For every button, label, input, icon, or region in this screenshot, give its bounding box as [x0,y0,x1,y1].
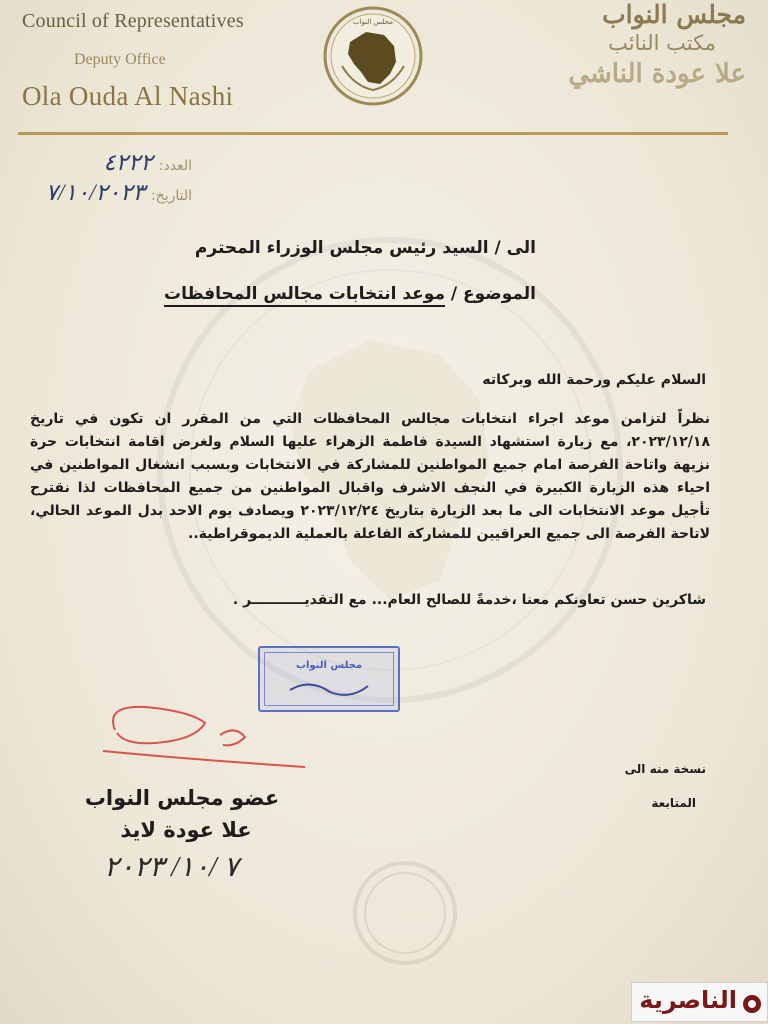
closing-line: شاكرين حسن تعاونكم معنا ،خدمةً للصالح العام... مع التقديـــــــــــر . [232,592,706,608]
date-value: ٧/١٠/٢٠٢٣ [45,180,145,205]
signatory-title: عضو مجلس النواب [84,786,280,810]
bottom-seal [350,858,460,968]
subject-label: الموضوع / [450,284,536,304]
council-name-en: Council of Representatives [22,10,244,32]
signatory-name: علا عودة لايذ [120,818,252,842]
number-label: العدد: [158,158,192,174]
handwritten-signature [95,695,310,775]
iraq-map-emblem [314,4,432,108]
stamp-text: مجلس النواب [295,660,363,671]
date-label: التاريخ: [150,188,192,204]
number-value: ٤٢٢٢ [103,150,153,175]
office-name-ar: مكتب النائب [608,31,716,55]
followup-label: المتابعة [651,796,696,810]
greeting: السلام عليكم ورحمة الله وبركاته [482,372,706,388]
cc-label: نسخة منه الى [624,762,706,776]
signature-date: ٧ /١٠/ ٢٠٢٣ [104,852,239,883]
subject-value: موعد انتخابات مجالس المحافظات [164,284,445,307]
office-name-en: Deputy Office [74,51,166,68]
header-divider [18,132,728,135]
logo-emblem-icon [741,993,763,1015]
letterhead-english [22,10,262,112]
letter-meta [46,150,192,210]
number-row [46,150,192,180]
subject-line [164,284,536,304]
letterhead-arabic [516,0,746,89]
date-row [46,180,192,210]
council-name-ar: مجلس النواب [602,0,746,29]
deputy-name-ar: علا عودة الناشي [568,59,746,89]
source-logo [631,982,768,1022]
deputy-name-en: Ola Ouda Al Nashi [22,81,234,111]
svg-text:مجلس النواب: مجلس النواب [352,18,394,26]
body-paragraph: نظراً لتزامن موعد اجراء انتخابات مجالس المحافظات التي من المقرر ان تكون في تاريخ ٢٠٢٣/١٢/١٨، مع زيارة استشهاد السيدة فاطمة الزهراء عليها السلام ولغرض اقامة انتخابات حرة نزيهة واتاحة الفرصة امام جميع المواطنين للمشاركة في الانتخابات وبسبب انشغال المواطنين في احياء هذه الزيارة الكبيرة في النجف الاشرف واقبال المواطنين من جميع المحافظات لذا نقترح تأجيل موعد الانتخابات الى ما بعد الزيارة بتاريخ ٢٠٢٣/١٢/٢٤ ويصادف يوم الاحد بدل الموعد الحالي، لاتاحة الفرصة الى جميع العراقيين للمشاركة الفاعلة بالعملية الديموقراطية.. [30,411,710,542]
addressee: الى / السيد رئيس مجلس الوزراء المحترم [194,238,536,258]
logo-text: الناصرية [639,986,737,1014]
